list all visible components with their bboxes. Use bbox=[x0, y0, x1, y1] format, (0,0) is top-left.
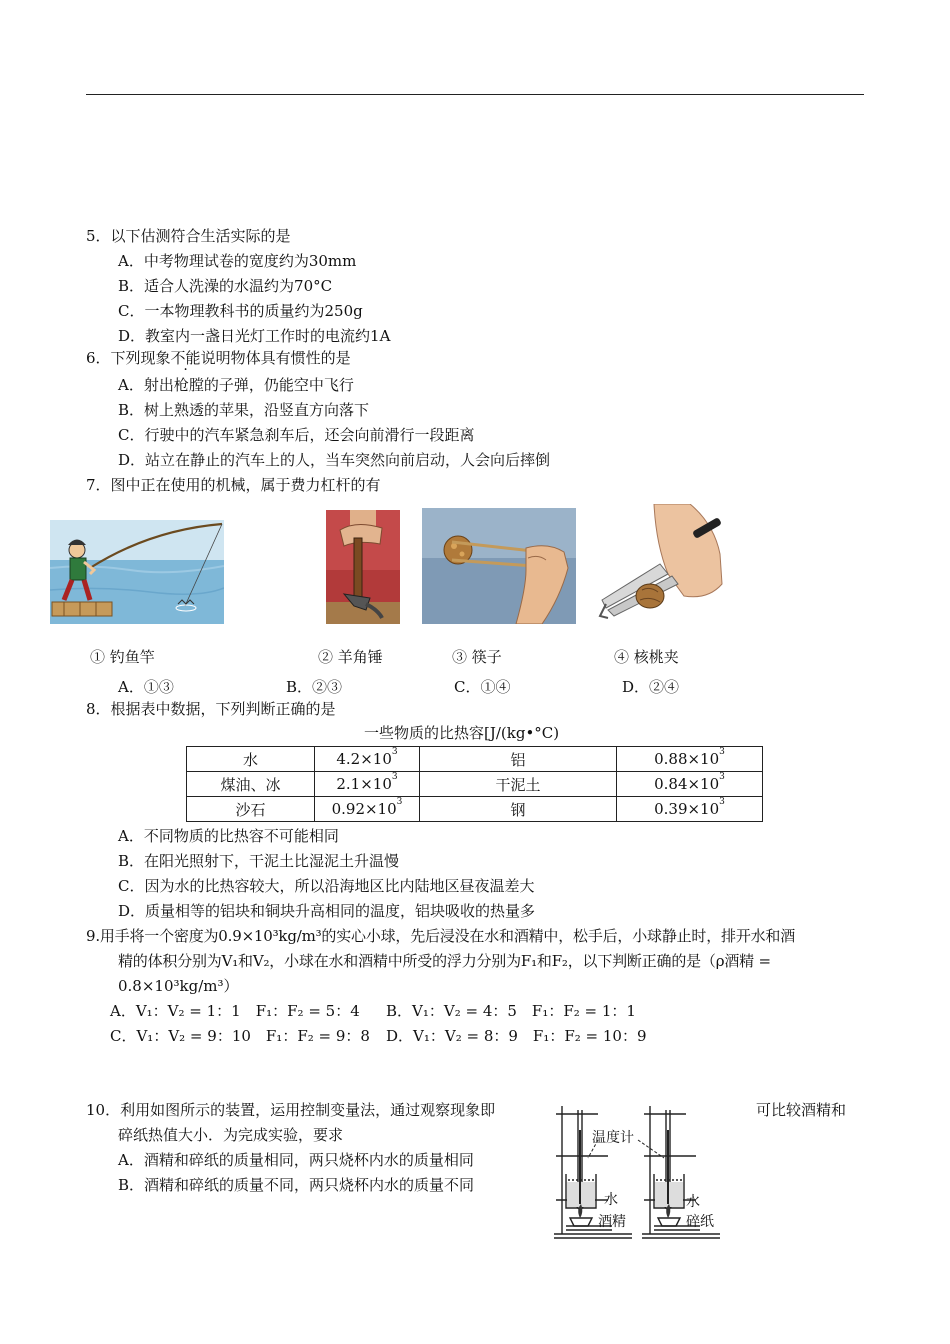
table-cell: $0.84\times 10^3$ bbox=[617, 772, 763, 797]
q8-option-c: C．因为水的比热容较大，所以沿海地区比内陆地区昼夜温差大 bbox=[118, 877, 535, 895]
q8-option-d: D．质量相等的铝块和铜块升高相同的温度，铝块吸收的热量多 bbox=[118, 902, 536, 920]
q5-stem: 5．以下估测符合生活实际的是 bbox=[86, 227, 291, 245]
q9-line-1: 9.用手将一个密度为0.9×10³kg/m³的实心小球，先后浸没在水和酒精中，松手后，小球静止时，排开水和酒 bbox=[86, 927, 796, 945]
table-row bbox=[187, 747, 763, 772]
table-cell: 铝 bbox=[420, 747, 617, 772]
table-title: 一些物质的比热容[J/(kg•°C) bbox=[364, 724, 560, 742]
table-cell: 水 bbox=[187, 747, 315, 772]
thermometer-label: 温度计 bbox=[592, 1129, 634, 1145]
q8-stem: 8．根据表中数据，下列判断正确的是 bbox=[86, 700, 336, 718]
q6-option-d: D．站立在静止的汽车上的人，当车突然向前启动，人会向后摔倒 bbox=[118, 451, 551, 469]
q9-option-b: B．V₁：V₂ = 4：5 F₁：F₂ = 1：1 bbox=[386, 1002, 636, 1020]
fishing-rod-image bbox=[50, 520, 224, 624]
q5-option-d: D．教室内一盏日光灯工作时的电流约1A bbox=[118, 327, 391, 345]
q6-option-b: B．树上熟透的苹果，沿竖直方向落下 bbox=[118, 401, 370, 419]
q5-option-b: B．适合人洗澡的水温约为70°C bbox=[118, 277, 333, 295]
q7-option-b: B．②③ bbox=[286, 678, 343, 696]
paper-scraps-label: 碎纸 bbox=[686, 1213, 714, 1229]
q6-stem-pre: 6．下列现象 bbox=[86, 349, 171, 367]
q10-line-1-tail: 可比较酒精和 bbox=[756, 1101, 847, 1119]
q10-option-a: A．酒精和碎纸的质量相同，两只烧杯内水的质量相同 bbox=[118, 1151, 474, 1169]
q10-line-1: 10．利用如图所示的装置，运用控制变量法，通过观察现象即 bbox=[86, 1101, 496, 1119]
q8-option-b: B．在阳光照射下，干泥土比湿泥土升温慢 bbox=[118, 852, 400, 870]
table-cell: 干泥土 bbox=[420, 772, 617, 797]
caption-nutcracker: ④ 核桃夹 bbox=[614, 648, 679, 666]
caption-chopsticks: ③ 筷子 bbox=[452, 648, 502, 666]
claw-hammer-image bbox=[326, 510, 400, 624]
q8-option-a: A．不同物质的比热容不可能相同 bbox=[118, 827, 339, 845]
q6-option-c: C．行驶中的汽车紧急刹车后，还会向前滑行一段距离 bbox=[118, 426, 475, 444]
table-cell: 沙石 bbox=[187, 797, 315, 822]
q9-option-c: C．V₁：V₂ = 9：10 F₁：F₂ = 9：8 bbox=[110, 1027, 370, 1045]
specific-heat-table bbox=[186, 746, 763, 822]
header-rule bbox=[86, 94, 864, 95]
caption-fishing-rod: ① 钓鱼竿 bbox=[90, 648, 155, 666]
table-cell: $0.92\times 10^3$ bbox=[315, 797, 420, 822]
table-cell: 煤油、冰 bbox=[187, 772, 315, 797]
q9-option-a: A．V₁：V₂ = 1：1 F₁：F₂ = 5：4 bbox=[110, 1002, 360, 1020]
table-cell: 钢 bbox=[420, 797, 617, 822]
chopsticks-image bbox=[422, 508, 576, 624]
table-cell: $0.88\times 10^3$ bbox=[617, 747, 763, 772]
water-label-left: 水 bbox=[604, 1191, 618, 1207]
q9-line-2: 精的体积分别为V₁和V₂，小球在水和酒精中所受的浮力分别为F₁和F₂，以下判断正确的是（ρ酒精 = bbox=[118, 952, 771, 970]
table-cell: $0.39\times 10^3$ bbox=[617, 797, 763, 822]
q5-option-c: C．一本物理教科书的质量约为250g bbox=[118, 302, 363, 320]
q5-option-a: A．中考物理试卷的宽度约为30mm bbox=[118, 252, 357, 270]
q9-option-d: D．V₁：V₂ = 8：9 F₁：F₂ = 10：9 bbox=[386, 1027, 647, 1045]
caption-claw-hammer: ② 羊角锤 bbox=[318, 648, 383, 666]
q10-option-b: B．酒精和碎纸的质量不同，两只烧杯内水的质量不同 bbox=[118, 1176, 475, 1194]
table-row bbox=[187, 772, 763, 797]
table-cell: $4.2\times 10^3$ bbox=[315, 747, 420, 772]
q7-option-d: D．②④ bbox=[622, 678, 680, 696]
alcohol-label: 酒精 bbox=[598, 1213, 626, 1229]
q6-stem bbox=[86, 348, 351, 368]
q6-stem-post: 说明物体具有惯性的是 bbox=[200, 349, 351, 367]
q7-stem: 7．图中正在使用的机械，属于费力杠杆的有 bbox=[86, 476, 381, 494]
q6-stem-emphasis: 不能 bbox=[170, 349, 201, 367]
q6-option-a: A．射出枪膛的子弹，仍能空中飞行 bbox=[118, 376, 354, 394]
q7-option-c: C．①④ bbox=[454, 678, 511, 696]
table-row bbox=[187, 797, 763, 822]
table-cell: $2.1\times 10^3$ bbox=[315, 772, 420, 797]
water-label-right: 水 bbox=[686, 1193, 700, 1209]
q9-line-3: 0.8×10³kg/m³） bbox=[118, 977, 239, 995]
nutcracker-image bbox=[594, 504, 730, 624]
q7-option-a: A．①③ bbox=[118, 678, 174, 696]
heat-value-apparatus-diagram bbox=[548, 1100, 728, 1242]
q10-line-2: 碎纸热值大小．为完成实验，要求 bbox=[118, 1126, 344, 1144]
